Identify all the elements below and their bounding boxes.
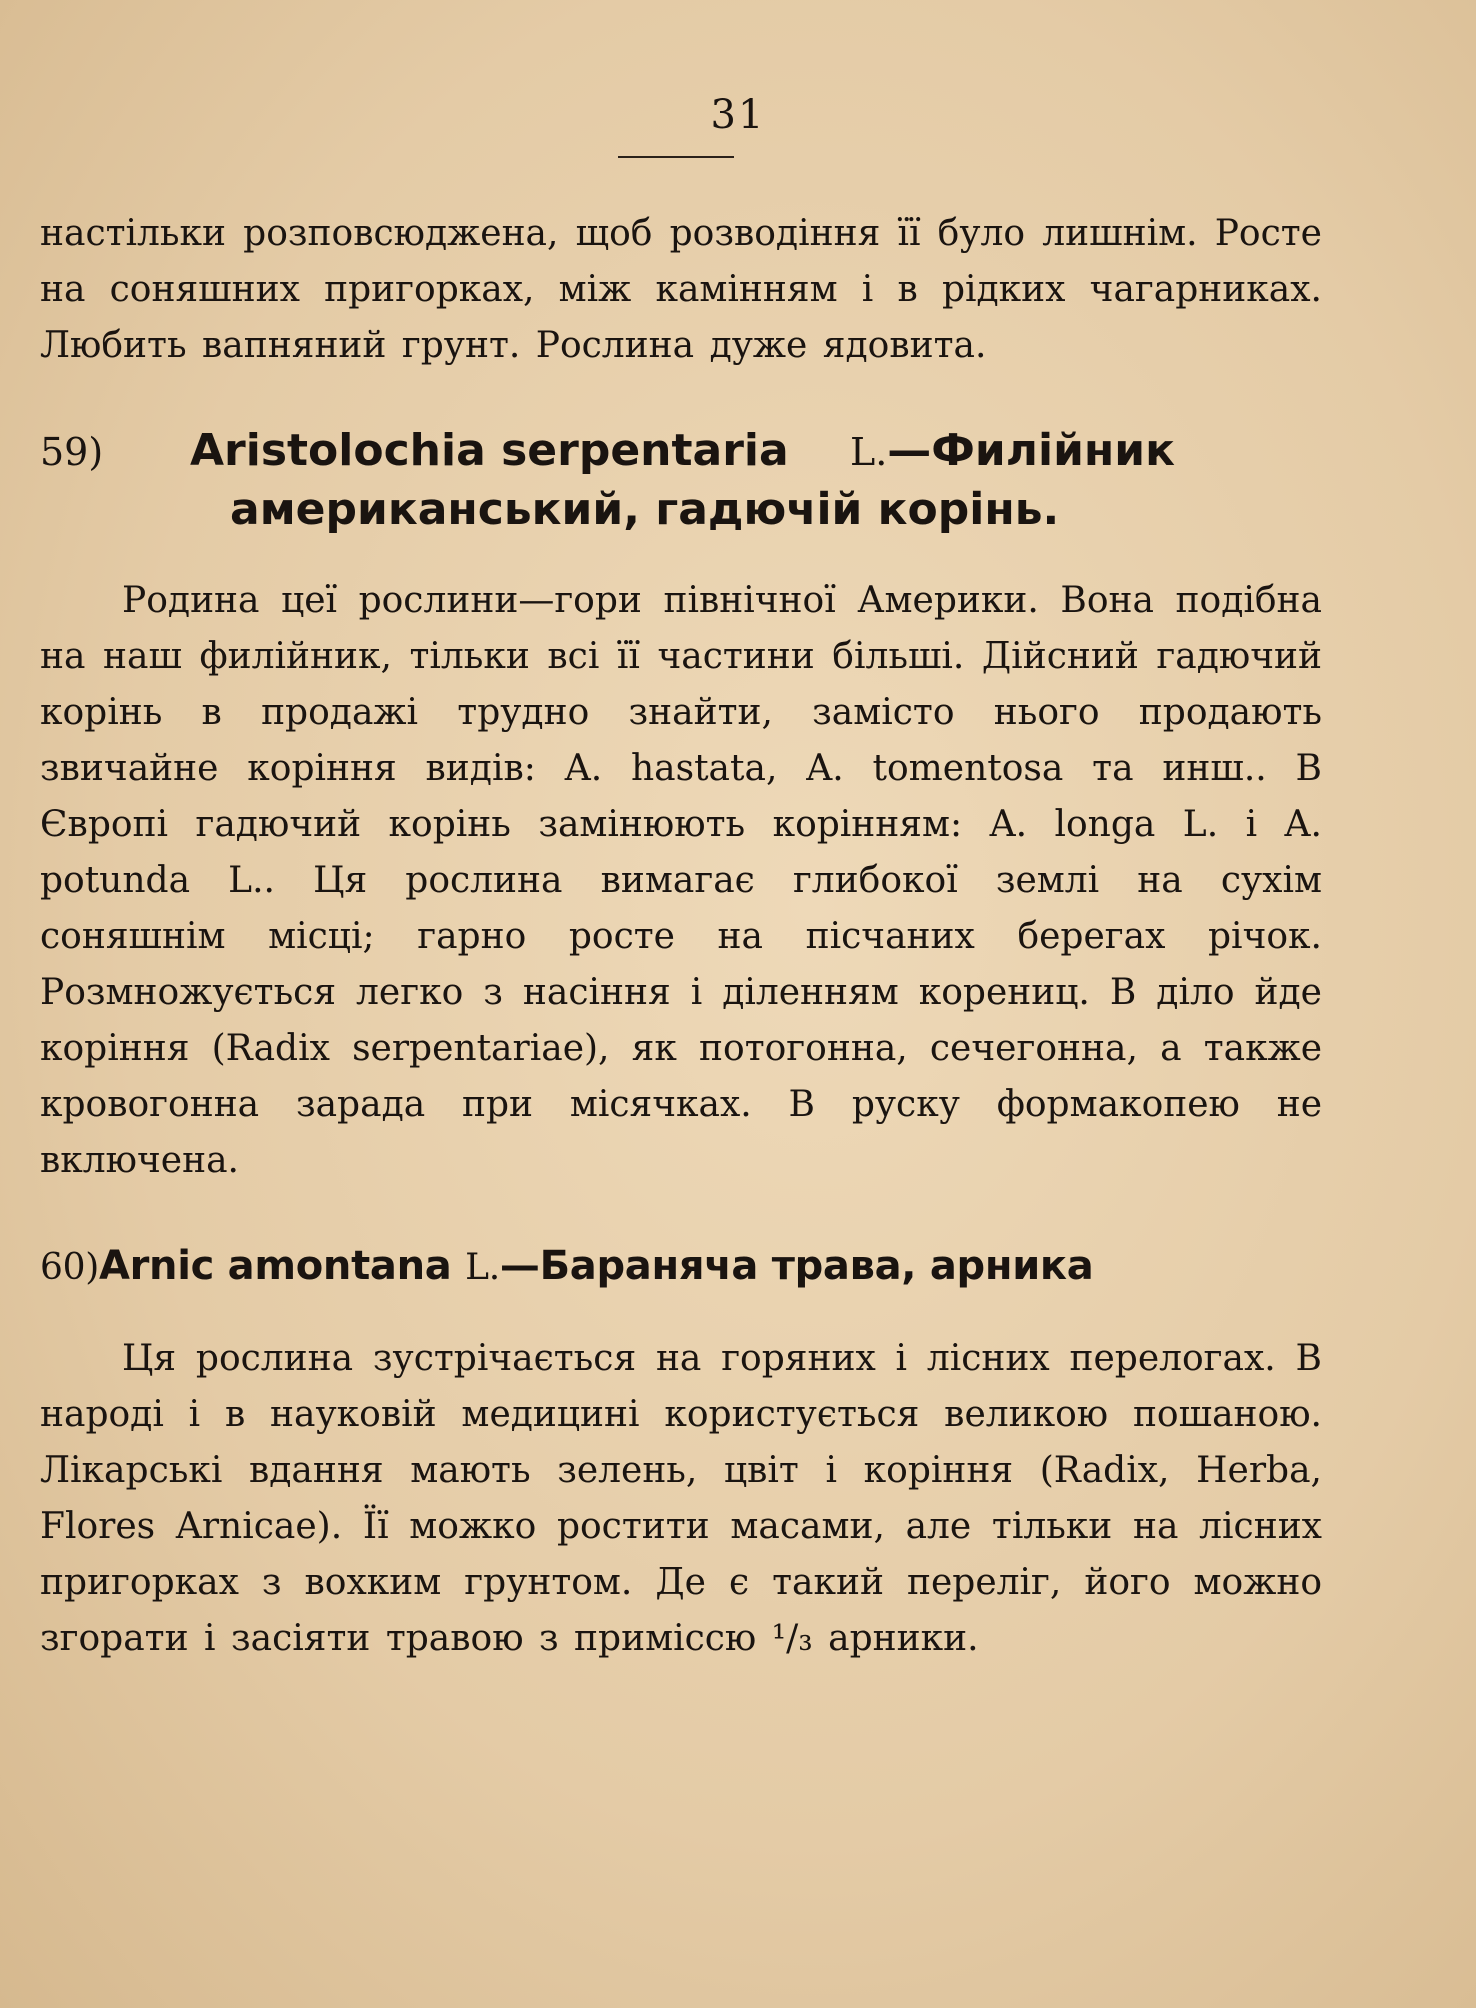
spacer bbox=[40, 374, 1322, 422]
entry-59-heading bbox=[40, 422, 1322, 539]
entry-59-common-name: Филійник bbox=[931, 425, 1175, 476]
entry-59-dash: — bbox=[887, 425, 932, 476]
entry-60-heading bbox=[40, 1237, 1322, 1297]
entry-60-common-name: Бараняча трава, арника bbox=[539, 1243, 1094, 1289]
entry-59-latin-name: Aristolochia serpentaria bbox=[190, 425, 789, 476]
spacer bbox=[40, 1297, 1322, 1331]
intro-paragraph: настільки розповсюджена, щоб розводіння її було лишнім. Росте на соняшних пригорках, між камінням і в рідких чагарниках. Любить вапняний грунт. Рослина дуже ядовита. bbox=[40, 213, 1322, 366]
entry-60-text: Ця рослина зустрічається на горяних і лісних перелогах. В народі і в науковій медицині користується великою пошаною. Лікарські вдання мають зелень, цвіт і коріння (Radix, Herba, Flores Arnicae). Її можко ростити масами, але тільки на лісних пригорках з вохким грунтом. Де є такий переліг, його можно згорати і засіяти травою з приміссю ¹/₃ арники. bbox=[40, 1338, 1322, 1659]
entry-60-author: L. bbox=[465, 1247, 500, 1288]
spacer bbox=[40, 539, 1322, 573]
page-number-rule bbox=[618, 156, 734, 158]
entry-60-latin-name: Arnic amontana bbox=[98, 1243, 452, 1289]
entry-60 bbox=[40, 1237, 1322, 1667]
entry-59-number: 59) bbox=[40, 430, 104, 474]
page-content bbox=[40, 206, 1322, 1667]
entry-59-common-name-cont: американський, гадючій корінь. bbox=[230, 484, 1060, 535]
entry-59-text: Родина цеї рослини—гори північної Америки. Вона подібна на наш филійник, тільки всі її частини більші. Дійсний гадючий корінь в продажі трудно знайти, замісто нього продають звичайне коріння видів: A. hastata, A. tomentosa та инш.. В Європі гадючий корінь замінюють корінням: A. longa L. і A. potunda L.. Ця рослина вимагає глибокої землі на сухім соняшнім місці; гарно росте на пісчаних берегах річок. Розмножується легко з насіння і діленням корениц. В діло йде коріння (Radix serpentariae), як потогонна, сечегонна, а также кровогонна зарада при місячках. В руску формакопею не включена. bbox=[40, 580, 1322, 1181]
page-number: 31 bbox=[710, 92, 766, 138]
entry-60-number: 60) bbox=[40, 1247, 99, 1288]
entry-60-dash: — bbox=[499, 1243, 540, 1289]
entry-59-author: L. bbox=[849, 430, 888, 474]
spacer bbox=[40, 1189, 1322, 1237]
entry-59 bbox=[40, 422, 1322, 1189]
